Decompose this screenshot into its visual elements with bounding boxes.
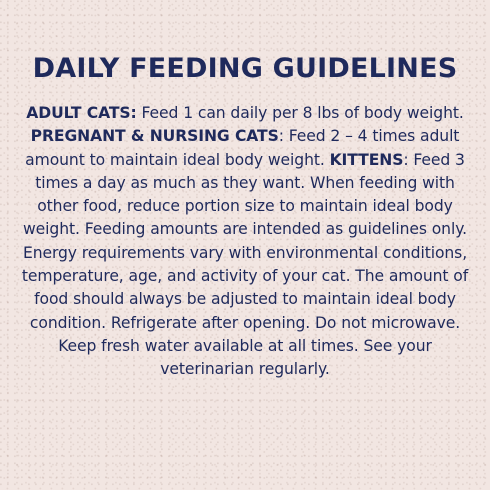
kittens-label: KITTENS	[329, 150, 404, 169]
kittens-text: : Feed 3 times a day as much as they want. When feeding with other food, reduce portion size to maintain ideal body weight. Feeding amounts are intended as guidelines only. Energy requirements vary with environmental conditions, temperature, age, and activity of your cat. The amount of food should always be adjusted to maintain ideal body condition. Refrigerate after opening. Do not microwave. Keep fresh water available at all times. See your veterinarian regularly.	[21, 150, 469, 379]
guidelines-text	[20, 102, 470, 382]
adult-cats-text: Feed 1 can daily per 8 lbs of body weight.	[136, 104, 464, 122]
page-title: DAILY FEEDING GUIDELINES	[32, 53, 458, 84]
pregnant-nursing-label: PREGNANT & NURSING CATS	[30, 127, 279, 146]
pregnant-nursing-text: : Feed 2 – 4 times adult amount to maintain ideal body weight.	[25, 127, 460, 169]
adult-cats-label: ADULT CATS:	[26, 104, 137, 122]
